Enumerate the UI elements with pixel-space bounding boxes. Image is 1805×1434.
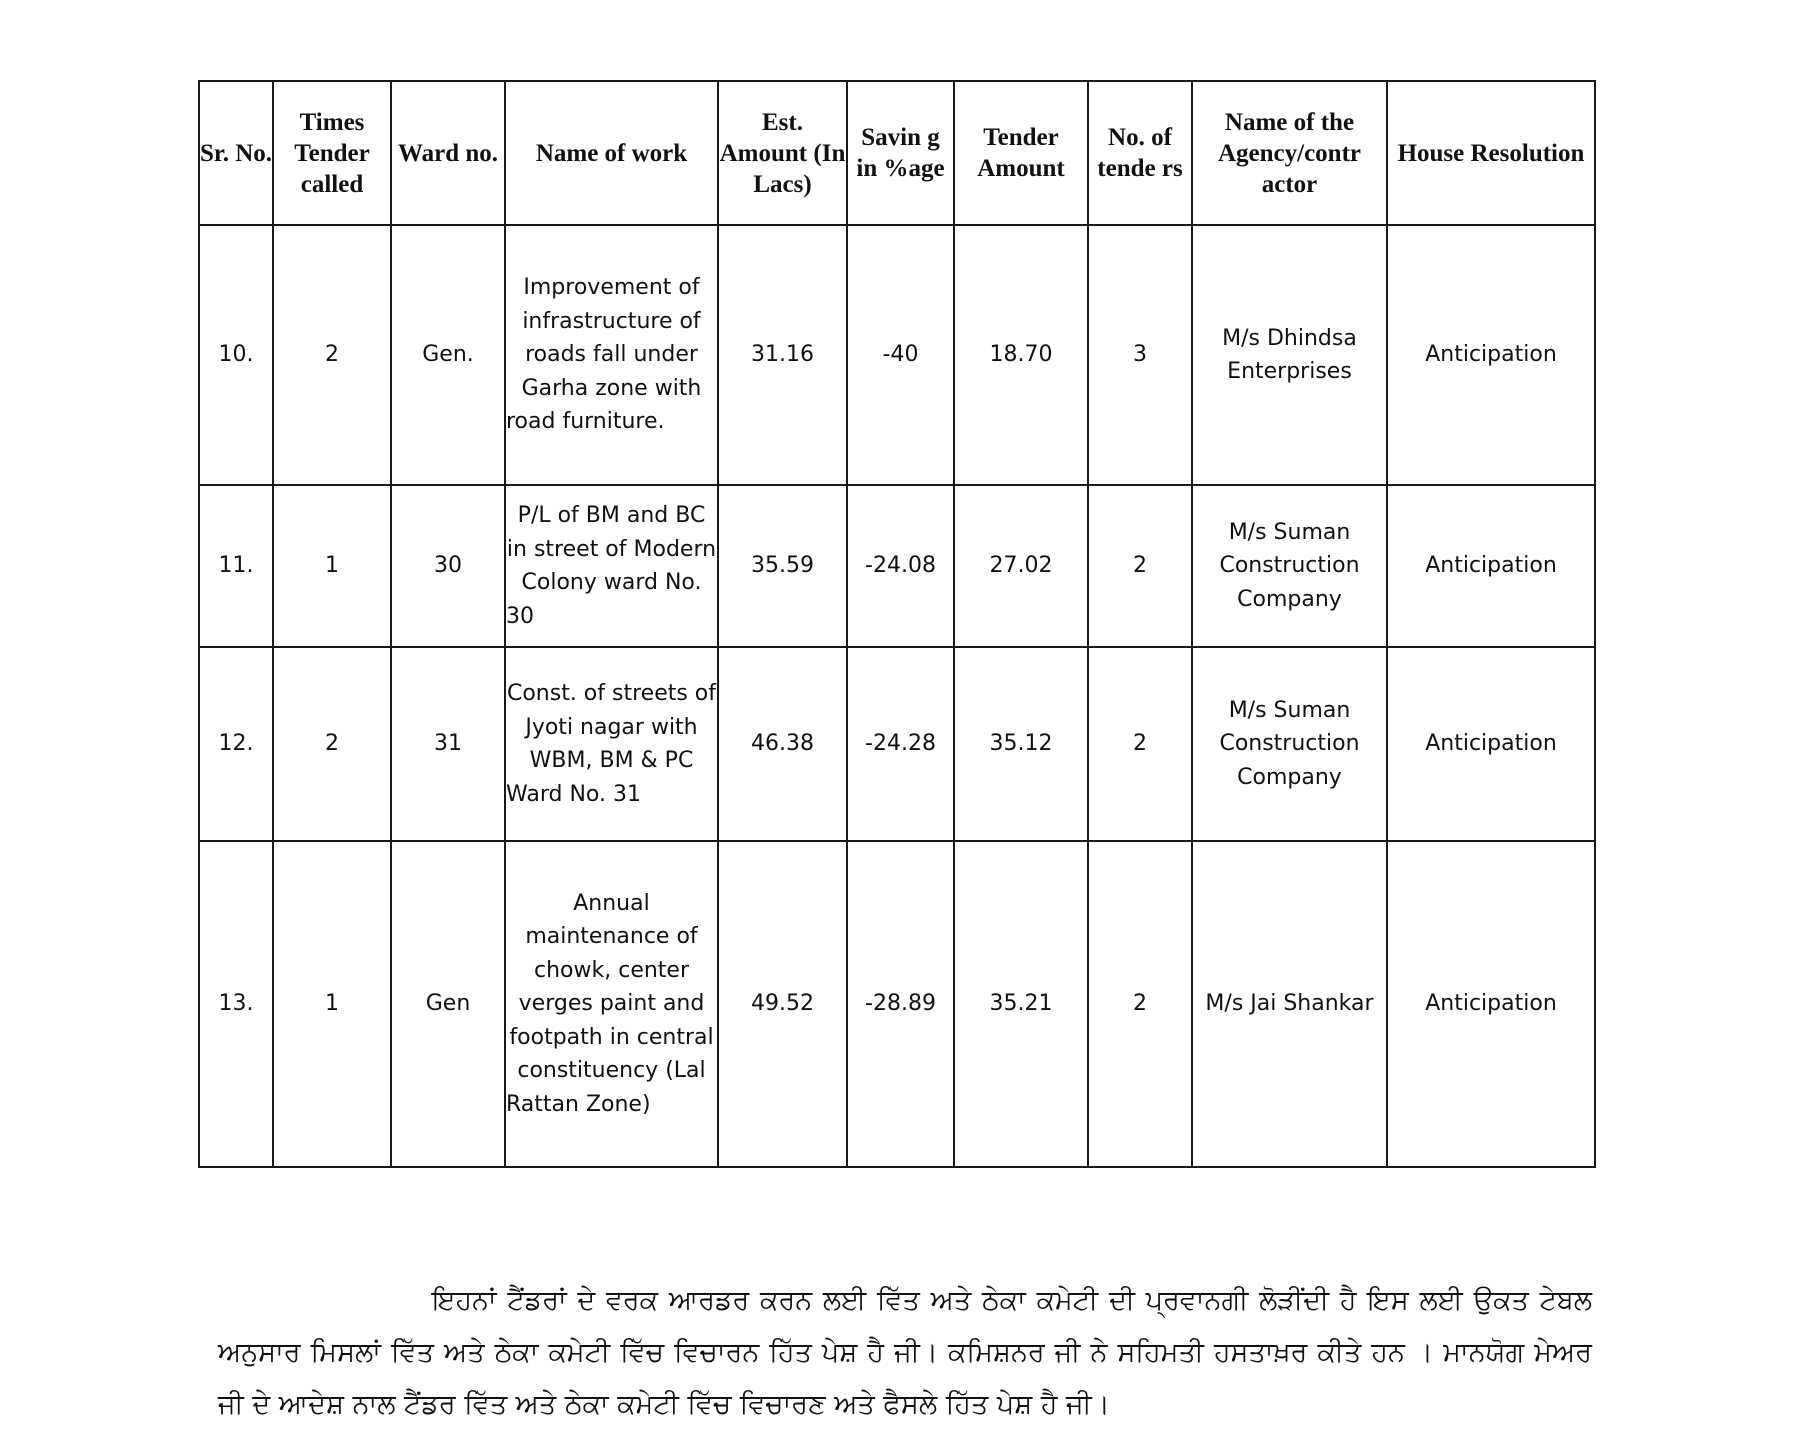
cell-times-tender-called: 1 <box>273 485 391 647</box>
header-est-amount: Est. Amount (In Lacs) <box>718 81 847 225</box>
cell-name-of-work: Annual maintenance of chowk, center verges paint and footpath in central constituency (Lal Rattan Zone) <box>505 841 718 1167</box>
cell-house-resolution: Anticipation <box>1387 485 1595 647</box>
cell-agency: M/s Dhindsa Enterprises <box>1192 225 1387 485</box>
cell-agency: M/s Jai Shankar <box>1192 841 1387 1167</box>
cell-agency: M/s Suman Construction Company <box>1192 647 1387 841</box>
header-tender-amount: Tender Amount <box>954 81 1088 225</box>
table-header <box>199 81 1595 225</box>
cell-sr-no: 11. <box>199 485 273 647</box>
table-row <box>199 841 1595 1167</box>
cell-times-tender-called: 1 <box>273 841 391 1167</box>
cell-saving: -40 <box>847 225 954 485</box>
punjabi-paragraph: ਇਹਨਾਂ ਟੈਂਡਰਾਂ ਦੇ ਵਰਕ ਆਰਡਰ ਕਰਨ ਲਈ ਵਿੱਤ ਅਤੇ ਠੇਕਾ ਕਮੇਟੀ ਦੀ ਪ੍ਰਵਾਨਗੀ ਲੋੜੀਂਦੀ ਹੈ ਇਸ ਲਈ ਉਕਤ ਟੇਬਲ ਅਨੁਸਾਰ ਮਿਸਲਾਂ ਵਿੱਤ ਅਤੇ ਠੇਕਾ ਕਮੇਟੀ ਵਿੱਚ ਵਿਚਾਰਨ ਹਿੱਤ ਪੇਸ਼ ਹੈ ਜੀ। ਕਮਿਸ਼ਨਰ ਜੀ ਨੇ ਸਹਿਮਤੀ ਹਸਤਾਖ਼ਰ ਕੀਤੇ ਹਨ । ਮਾਨਯੋਗ ਮੇਅਰ ਜੀ ਦੇ ਆਦੇਸ਼ ਨਾਲ ਟੈਂਡਰ ਵਿੱਤ ਅਤੇ ਠੇਕਾ ਕਮੇਟੀ ਵਿੱਚ ਵਿਚਾਰਣ ਅਤੇ ਫੈਸਲੇ ਹਿੱਤ ਪੇਸ਼ ਹੈ ਜੀ। <box>218 1285 1592 1420</box>
cell-saving: -24.28 <box>847 647 954 841</box>
header-saving: Savin g in %age <box>847 81 954 225</box>
header-times-tender-called: Times Tender called <box>273 81 391 225</box>
header-sr-no: Sr. No. <box>199 81 273 225</box>
cell-name-of-work: Improvement of infrastructure of roads fall under Garha zone with road furniture. <box>505 225 718 485</box>
cell-times-tender-called: 2 <box>273 647 391 841</box>
tender-table <box>198 80 1596 1168</box>
table-row <box>199 485 1595 647</box>
header-no-of-tenders: No. of tende rs <box>1088 81 1192 225</box>
cell-times-tender-called: 2 <box>273 225 391 485</box>
cell-house-resolution: Anticipation <box>1387 647 1595 841</box>
cell-tender-amount: 35.12 <box>954 647 1088 841</box>
header-name-of-work: Name of work <box>505 81 718 225</box>
table-row <box>199 225 1595 485</box>
cell-house-resolution: Anticipation <box>1387 225 1595 485</box>
cell-ward-no: 31 <box>391 647 505 841</box>
cell-sr-no: 13. <box>199 841 273 1167</box>
cell-no-of-tenders: 2 <box>1088 647 1192 841</box>
cell-sr-no: 12. <box>199 647 273 841</box>
cell-est-amount: 49.52 <box>718 841 847 1167</box>
table-row <box>199 647 1595 841</box>
cell-no-of-tenders: 2 <box>1088 841 1192 1167</box>
cell-ward-no: Gen <box>391 841 505 1167</box>
cell-saving: -24.08 <box>847 485 954 647</box>
header-agency: Name of the Agency/contr actor <box>1192 81 1387 225</box>
cell-ward-no: Gen. <box>391 225 505 485</box>
cell-tender-amount: 35.21 <box>954 841 1088 1167</box>
cell-tender-amount: 27.02 <box>954 485 1088 647</box>
cell-est-amount: 31.16 <box>718 225 847 485</box>
cell-ward-no: 30 <box>391 485 505 647</box>
cell-house-resolution: Anticipation <box>1387 841 1595 1167</box>
header-house-resolution: House Resolution <box>1387 81 1595 225</box>
cell-sr-no: 10. <box>199 225 273 485</box>
cell-est-amount: 46.38 <box>718 647 847 841</box>
cell-tender-amount: 18.70 <box>954 225 1088 485</box>
header-row <box>199 81 1595 225</box>
cell-no-of-tenders: 3 <box>1088 225 1192 485</box>
header-ward-no: Ward no. <box>391 81 505 225</box>
table-body <box>199 225 1595 1167</box>
cell-name-of-work: P/L of BM and BC in street of Modern Colony ward No. 30 <box>505 485 718 647</box>
cell-no-of-tenders: 2 <box>1088 485 1192 647</box>
cell-est-amount: 35.59 <box>718 485 847 647</box>
cell-agency: M/s Suman Construction Company <box>1192 485 1387 647</box>
cell-name-of-work: Const. of streets of Jyoti nagar with WBM, BM & PC Ward No. 31 <box>505 647 718 841</box>
cell-saving: -28.89 <box>847 841 954 1167</box>
